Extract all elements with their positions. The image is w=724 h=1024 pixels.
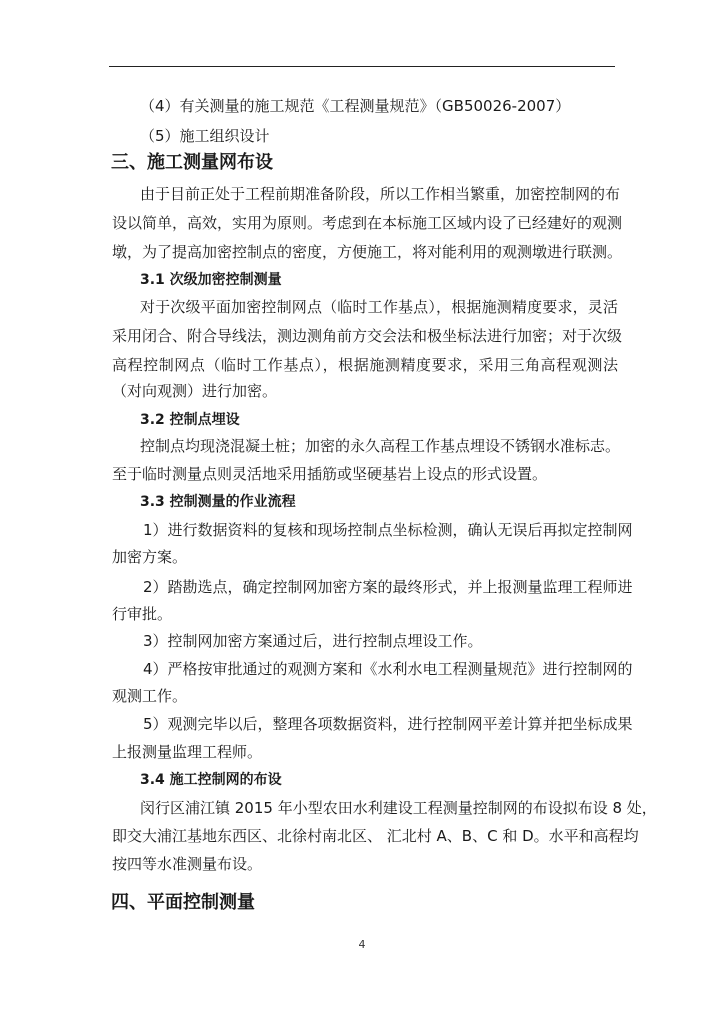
list-item: 1）进行数据资料的复核和现场控制点坐标检测，确认无误后再拟定控制网: [143, 521, 633, 539]
section-4-heading: 四、平面控制测量: [111, 892, 255, 913]
list-item: 5）观测完毕以后，整理各项数据资料，进行控制网平差计算并把坐标成果: [143, 715, 633, 733]
list-item: 3）控制网加密方案通过后，进行控制点埋设工作。: [143, 632, 483, 650]
paragraph-line: 高程控制网点（临时工作基点），根据施测精度要求，采用三角高程观测法: [112, 356, 618, 374]
subsection-3-3-heading: 3.3 控制测量的作业流程: [140, 494, 296, 510]
subsection-3-2-heading: 3.2 控制点埋设: [140, 412, 240, 428]
paragraph-line: 至于临时测量点则灵活地采用插筋或坚硬基岩上设点的形式设置。: [112, 465, 548, 483]
reference-item-4: （4）有关测量的施工规范《工程测量规范》（GB50026-2007）: [140, 97, 571, 115]
paragraph-line: 即交大浦江基地东西区、北徐村南北区、 汇北村 A、B、C 和 D。水平和高程均: [112, 827, 639, 845]
paragraph-line: （对向观测）进行加密。: [112, 382, 278, 400]
section-3-heading: 三、施工测量网布设: [111, 152, 273, 173]
reference-item-5: （5）施工组织设计: [140, 127, 270, 145]
list-item-continuation: 行审批。: [112, 605, 173, 623]
list-item: 2）踏勘选点，确定控制网加密方案的最终形式，并上报测量监理工程师进: [143, 578, 633, 596]
list-item: 4）严格按审批通过的观测方案和《水利水电工程测量规范》进行控制网的: [143, 660, 633, 678]
list-item-continuation: 上报测量监理工程师。: [112, 743, 263, 761]
subsection-3-1-heading: 3.1 次级加密控制测量: [140, 272, 282, 288]
paragraph-line: 由于目前正处于工程前期准备阶段，所以工作相当繁重，加密控制网的布: [140, 185, 621, 203]
paragraph-line: 墩，为了提高加密控制点的密度，方便施工，将对能利用的观测墩进行联测。: [112, 243, 623, 261]
paragraph-line: 设以简单，高效，实用为原则。考虑到在本标施工区域内设了已经建好的观测: [112, 214, 623, 232]
paragraph-line: 按四等水准测量布设。: [112, 855, 263, 873]
paragraph-line: 控制点均现浇混凝土桩；加密的永久高程工作基点埋设不锈钢水准标志。: [140, 437, 621, 455]
list-item-continuation: 观测工作。: [112, 687, 188, 705]
paragraph-line: 闵行区浦江镇 2015 年小型农田水利建设工程测量控制网的布设拟布设 8 处，: [140, 799, 657, 817]
page-number: 4: [358, 938, 366, 951]
subsection-3-4-heading: 3.4 施工控制网的布设: [140, 772, 282, 788]
paragraph-line: 对于次级平面加密控制网点（临时工作基点），根据施测精度要求，灵活: [140, 298, 618, 316]
header-rule: [109, 66, 615, 67]
paragraph-line: 采用闭合、附合导线法，测边测角前方交会法和极坐标法进行加密；对于次级: [112, 327, 623, 345]
list-item-continuation: 加密方案。: [112, 548, 188, 566]
